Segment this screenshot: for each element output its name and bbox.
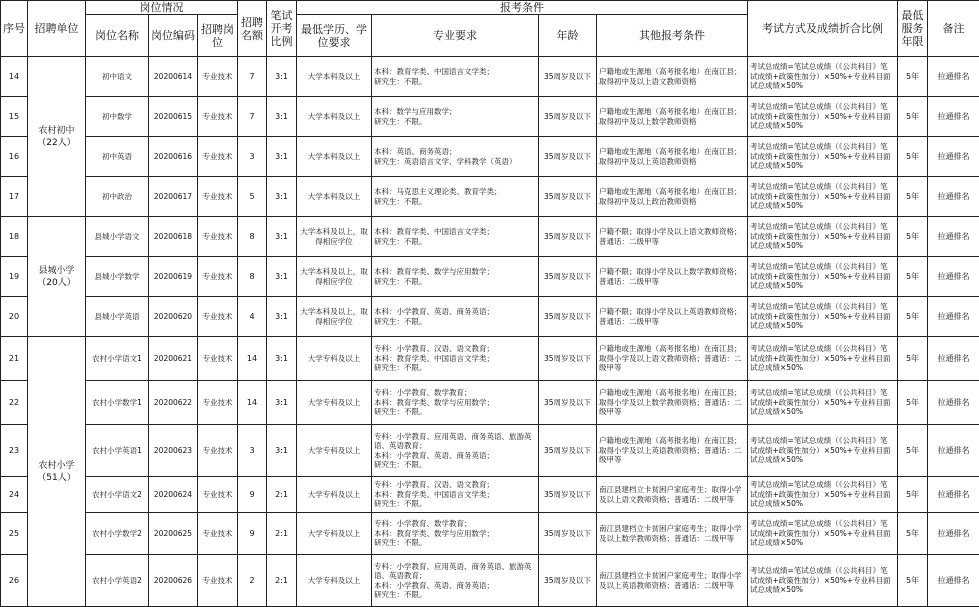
other-cell: 户籍地或生源地（高考报名地）在南江县；取得初中及以上英语教师资格 (597, 137, 748, 177)
service-cell: 5年 (898, 381, 928, 425)
col-ratio: 笔试开考比例 (267, 1, 297, 57)
service-cell: 5年 (898, 137, 928, 177)
other-cell: 户籍不限；取得小学及以上语文教师资格；普通话：二级甲等 (597, 217, 748, 257)
quota-cell: 3 (238, 425, 267, 477)
type-cell: 专业技术 (198, 217, 238, 257)
other-cell: 户籍地或生源地（高考报名地）在南江县；取得小学及以上语文教师资格；普通话：二级甲等 (597, 337, 748, 381)
quota-cell: 8 (238, 217, 267, 257)
age-cell: 35周岁及以下 (539, 297, 597, 337)
table-row (1, 257, 979, 297)
table-row (1, 137, 979, 177)
col-major: 专业要求 (372, 15, 539, 57)
table-row (1, 97, 979, 137)
major-cell: 本科：小学教育、英语、商务英语； 研究生：不限。 (372, 297, 539, 337)
table-row (1, 337, 979, 381)
other-cell: 户籍地或生源地（高考报名地）在南江县；取得小学及以上数学教师资格；普通话：二级甲等 (597, 381, 748, 425)
type-cell: 专业技术 (198, 257, 238, 297)
edu-cell: 大学专科及以上 (297, 381, 372, 425)
major-cell: 本科：教育学类、中国语言文学类； 研究生：不限。 (372, 217, 539, 257)
col-seq: 序号 (1, 1, 28, 57)
type-cell: 专业技术 (198, 337, 238, 381)
quota-cell: 14 (238, 381, 267, 425)
remark-cell: 拉通排名 (928, 177, 979, 217)
exam-cell: 考试总成绩=笔试总成绩（《公共科目》笔试成绩+政策性加分）×50%+专业科目面试总成绩×50% (748, 337, 898, 381)
code-cell: 20200618 (149, 217, 198, 257)
age-cell: 35周岁及以下 (539, 425, 597, 477)
name-cell: 农村小学语文1 (86, 337, 149, 381)
table-row (1, 177, 979, 217)
edu-cell: 大学本科及以上 (297, 57, 372, 97)
exam-cell: 考试总成绩=笔试总成绩（《公共科目》笔试成绩+政策性加分）×50%+专业科目面试总成绩×50% (748, 297, 898, 337)
remark-cell: 拉通排名 (928, 217, 979, 257)
age-cell: 35周岁及以下 (539, 257, 597, 297)
table-row (1, 57, 979, 97)
name-cell: 初中语文 (86, 57, 149, 97)
service-cell: 5年 (898, 97, 928, 137)
ratio-cell: 2:1 (267, 477, 297, 513)
col-min-edu: 最低学历、学位要求 (297, 15, 372, 57)
type-cell: 专业技术 (198, 177, 238, 217)
ratio-cell: 3:1 (267, 97, 297, 137)
seq-cell: 24 (1, 477, 28, 513)
edu-cell: 大学专科及以上 (297, 337, 372, 381)
quota-cell: 9 (238, 513, 267, 555)
code-cell: 20200616 (149, 137, 198, 177)
remark-cell: 拉通排名 (928, 97, 979, 137)
name-cell: 县城小学语文 (86, 217, 149, 257)
edu-cell: 大学本科及以上 (297, 137, 372, 177)
col-post-name: 岗位名称 (86, 15, 149, 57)
seq-cell: 25 (1, 513, 28, 555)
ratio-cell: 3:1 (267, 57, 297, 97)
other-cell: 户籍不限；取得小学及以上英语教师资格；普通话：二级甲等 (597, 297, 748, 337)
ratio-cell: 3:1 (267, 137, 297, 177)
type-cell: 专业技术 (198, 555, 238, 607)
exam-cell: 考试总成绩=笔试总成绩（《公共科目》笔试成绩+政策性加分）×50%+专业科目面试总成绩×50% (748, 97, 898, 137)
exam-cell: 考试总成绩=笔试总成绩（《公共科目》笔试成绩+政策性加分）×50%+专业科目面试总成绩×50% (748, 177, 898, 217)
quota-cell: 9 (238, 477, 267, 513)
age-cell: 35周岁及以下 (539, 477, 597, 513)
service-cell: 5年 (898, 217, 928, 257)
name-cell: 农村小学数学1 (86, 381, 149, 425)
unit-cell: 县城小学（20人） (28, 217, 86, 337)
service-cell: 5年 (898, 555, 928, 607)
major-cell: 专科：小学教育、汉语、语文教育； 本科：教育学类、中国语言文学类； 研究生：不限。 (372, 477, 539, 513)
name-cell: 县城小学英语 (86, 297, 149, 337)
service-cell: 5年 (898, 477, 928, 513)
age-cell: 35周岁及以下 (539, 381, 597, 425)
service-cell: 5年 (898, 177, 928, 217)
other-cell: 南江县建档立卡贫困户家庭考生；取得小学及以上数学教师资格；普通话：二级甲等 (597, 513, 748, 555)
exam-cell: 考试总成绩=笔试总成绩（《公共科目》笔试成绩+政策性加分）×50%+专业科目面试总成绩×50% (748, 513, 898, 555)
col-exam-method: 考试方式及成绩折合比例 (748, 1, 898, 57)
major-cell: 本科：教育学类、中国语言文学类； 研究生：不限。 (372, 57, 539, 97)
seq-cell: 23 (1, 425, 28, 477)
quota-cell: 4 (238, 297, 267, 337)
service-cell: 5年 (898, 425, 928, 477)
other-cell: 南江县建档立卡贫困户家庭考生；取得小学及以上英语教师资格；普通话：二级甲等 (597, 555, 748, 607)
major-cell: 本科：数学与应用数学； 研究生：不限。 (372, 97, 539, 137)
exam-cell: 考试总成绩=笔试总成绩（《公共科目》笔试成绩+政策性加分）×50%+专业科目面试总成绩×50% (748, 137, 898, 177)
table-row (1, 555, 979, 607)
type-cell: 专业技术 (198, 57, 238, 97)
table-row (1, 513, 979, 555)
type-cell: 专业技术 (198, 425, 238, 477)
code-cell: 20200624 (149, 477, 198, 513)
major-cell: 专科：小学教育、数学教育； 本科：教育学类、数学与应用数学； 研究生：不限。 (372, 513, 539, 555)
age-cell: 35周岁及以下 (539, 177, 597, 217)
major-cell: 本科：英语、商务英语； 研究生：英语语言文学、学科教学（英语） (372, 137, 539, 177)
remark-cell: 拉通排名 (928, 555, 979, 607)
edu-cell: 大学本科及以上，取得相应学位 (297, 297, 372, 337)
code-cell: 20200614 (149, 57, 198, 97)
type-cell: 专业技术 (198, 137, 238, 177)
name-cell: 农村小学数学2 (86, 513, 149, 555)
quota-cell: 14 (238, 337, 267, 381)
seq-cell: 17 (1, 177, 28, 217)
service-cell: 5年 (898, 297, 928, 337)
code-cell: 20200617 (149, 177, 198, 217)
ratio-cell: 3:1 (267, 257, 297, 297)
table-row (1, 297, 979, 337)
seq-cell: 14 (1, 57, 28, 97)
remark-cell: 拉通排名 (928, 137, 979, 177)
type-cell: 专业技术 (198, 477, 238, 513)
code-cell: 20200621 (149, 337, 198, 381)
table-row (1, 477, 979, 513)
remark-cell: 拉通排名 (928, 477, 979, 513)
quota-cell: 5 (238, 177, 267, 217)
col-post-code: 岗位编码 (149, 15, 198, 57)
exam-cell: 考试总成绩=笔试总成绩（《公共科目》笔试成绩+政策性加分）×50%+专业科目面试总成绩×50% (748, 381, 898, 425)
service-cell: 5年 (898, 257, 928, 297)
other-cell: 户籍地或生源地（高考报名地）在南江县；取得初中及以上政治教师资格 (597, 177, 748, 217)
other-cell: 南江县建档立卡贫困户家庭考生；取得小学及以上语文教师资格；普通话：二级甲等 (597, 477, 748, 513)
code-cell: 20200619 (149, 257, 198, 297)
remark-cell: 拉通排名 (928, 513, 979, 555)
edu-cell: 大学本科及以上，取得相应学位 (297, 257, 372, 297)
quota-cell: 2 (238, 555, 267, 607)
ratio-cell: 3:1 (267, 217, 297, 257)
ratio-cell: 3:1 (267, 337, 297, 381)
type-cell: 专业技术 (198, 381, 238, 425)
major-cell: 本科：教育学类、数学与应用数学； 研究生：不限。 (372, 257, 539, 297)
code-cell: 20200626 (149, 555, 198, 607)
name-cell: 农村小学英语1 (86, 425, 149, 477)
ratio-cell: 2:1 (267, 513, 297, 555)
age-cell: 35周岁及以下 (539, 97, 597, 137)
edu-cell: 大学专科及以上 (297, 555, 372, 607)
name-cell: 县城小学数学 (86, 257, 149, 297)
type-cell: 专业技术 (198, 513, 238, 555)
remark-cell: 拉通排名 (928, 425, 979, 477)
ratio-cell: 3:1 (267, 425, 297, 477)
age-cell: 35周岁及以下 (539, 57, 597, 97)
ratio-cell: 3:1 (267, 177, 297, 217)
ratio-cell: 3:1 (267, 381, 297, 425)
exam-cell: 考试总成绩=笔试总成绩（《公共科目》笔试成绩+政策性加分）×50%+专业科目面试总成绩×50% (748, 477, 898, 513)
service-cell: 5年 (898, 57, 928, 97)
type-cell: 专业技术 (198, 97, 238, 137)
age-cell: 35周岁及以下 (539, 555, 597, 607)
name-cell: 初中数学 (86, 97, 149, 137)
code-cell: 20200620 (149, 297, 198, 337)
table-row (1, 425, 979, 477)
name-cell: 初中政治 (86, 177, 149, 217)
remark-cell: 拉通排名 (928, 337, 979, 381)
col-age: 年龄 (539, 15, 597, 57)
service-cell: 5年 (898, 337, 928, 381)
exam-cell: 考试总成绩=笔试总成绩（《公共科目》笔试成绩+政策性加分）×50%+专业科目面试总成绩×50% (748, 217, 898, 257)
type-cell: 专业技术 (198, 297, 238, 337)
age-cell: 35周岁及以下 (539, 513, 597, 555)
col-other: 其他报考条件 (597, 15, 748, 57)
edu-cell: 大学本科及以上 (297, 177, 372, 217)
col-remark: 备注 (928, 1, 979, 57)
service-cell: 5年 (898, 513, 928, 555)
edu-cell: 大学专科及以上 (297, 425, 372, 477)
remark-cell: 拉通排名 (928, 381, 979, 425)
col-unit: 招聘单位 (28, 1, 86, 57)
ratio-cell: 2:1 (267, 555, 297, 607)
col-post-info: 岗位情况 (86, 1, 238, 15)
unit-cell: 农村初中（22人） (28, 57, 86, 217)
quota-cell: 7 (238, 97, 267, 137)
seq-cell: 16 (1, 137, 28, 177)
other-cell: 户籍不限；取得小学及以上数学教师资格；普通话：二级甲等 (597, 257, 748, 297)
remark-cell: 拉通排名 (928, 297, 979, 337)
exam-cell: 考试总成绩=笔试总成绩（《公共科目》笔试成绩+政策性加分）×50%+专业科目面试总成绩×50% (748, 425, 898, 477)
quota-cell: 3 (238, 137, 267, 177)
edu-cell: 大学本科及以上 (297, 97, 372, 137)
age-cell: 35周岁及以下 (539, 337, 597, 381)
major-cell: 专科：小学教育、数学教育； 本科：教育学类、数学与应用数学； 研究生：不限。 (372, 381, 539, 425)
edu-cell: 大学专科及以上 (297, 513, 372, 555)
table-row (1, 217, 979, 257)
seq-cell: 15 (1, 97, 28, 137)
major-cell: 本科：马克思主义理论类、教育学类； 研究生：不限。 (372, 177, 539, 217)
col-post-type: 招聘岗位 (198, 15, 238, 57)
name-cell: 农村小学语文2 (86, 477, 149, 513)
seq-cell: 21 (1, 337, 28, 381)
seq-cell: 18 (1, 217, 28, 257)
col-quota: 招聘名额 (238, 1, 267, 57)
code-cell: 20200623 (149, 425, 198, 477)
remark-cell: 拉通排名 (928, 257, 979, 297)
quota-cell: 8 (238, 257, 267, 297)
other-cell: 户籍地或生源地（高考报名地）在南江县；取得初中及以上语文教师资格 (597, 57, 748, 97)
code-cell: 20200615 (149, 97, 198, 137)
table-body (1, 57, 979, 607)
seq-cell: 26 (1, 555, 28, 607)
edu-cell: 大学本科及以上，取得相应学位 (297, 217, 372, 257)
other-cell: 户籍地或生源地（高考报名地）在南江县；取得初中及以上数学教师资格 (597, 97, 748, 137)
major-cell: 专科：小学教育、汉语、语文教育； 本科：教育学类、中国语言文学类； 研究生：不限。 (372, 337, 539, 381)
seq-cell: 20 (1, 297, 28, 337)
age-cell: 35周岁及以下 (539, 217, 597, 257)
ratio-cell: 3:1 (267, 297, 297, 337)
name-cell: 初中英语 (86, 137, 149, 177)
seq-cell: 22 (1, 381, 28, 425)
table-row (1, 381, 979, 425)
col-min-service: 最低服务年限 (898, 1, 928, 57)
age-cell: 35周岁及以下 (539, 137, 597, 177)
seq-cell: 19 (1, 257, 28, 297)
edu-cell: 大学专科及以上 (297, 477, 372, 513)
name-cell: 农村小学英语2 (86, 555, 149, 607)
major-cell: 专科：小学教育、应用英语、商务英语、旅游英语、英语教育； 本科：小学教育、英语、商务英语； 研究生：不限。 (372, 425, 539, 477)
exam-cell: 考试总成绩=笔试总成绩（《公共科目》笔试成绩+政策性加分）×50%+专业科目面试总成绩×50% (748, 57, 898, 97)
other-cell: 户籍地或生源地（高考报名地）在南江县；取得小学及以上英语教师资格；普通话：二级甲等 (597, 425, 748, 477)
remark-cell: 拉通排名 (928, 57, 979, 97)
exam-cell: 考试总成绩=笔试总成绩（《公共科目》笔试成绩+政策性加分）×50%+专业科目面试总成绩×50% (748, 257, 898, 297)
unit-cell: 农村小学（51人） (28, 337, 86, 607)
col-conditions: 报考条件 (297, 1, 748, 15)
code-cell: 20200625 (149, 513, 198, 555)
quota-cell: 7 (238, 57, 267, 97)
exam-cell: 考试总成绩=笔试总成绩（《公共科目》笔试成绩+政策性加分）×50%+专业科目面试总成绩×50% (748, 555, 898, 607)
code-cell: 20200622 (149, 381, 198, 425)
major-cell: 专科：小学教育、应用英语、商务英语、旅游英语、英语教育； 本科：小学教育、英语、商务英语； 研究生：不限。 (372, 555, 539, 607)
